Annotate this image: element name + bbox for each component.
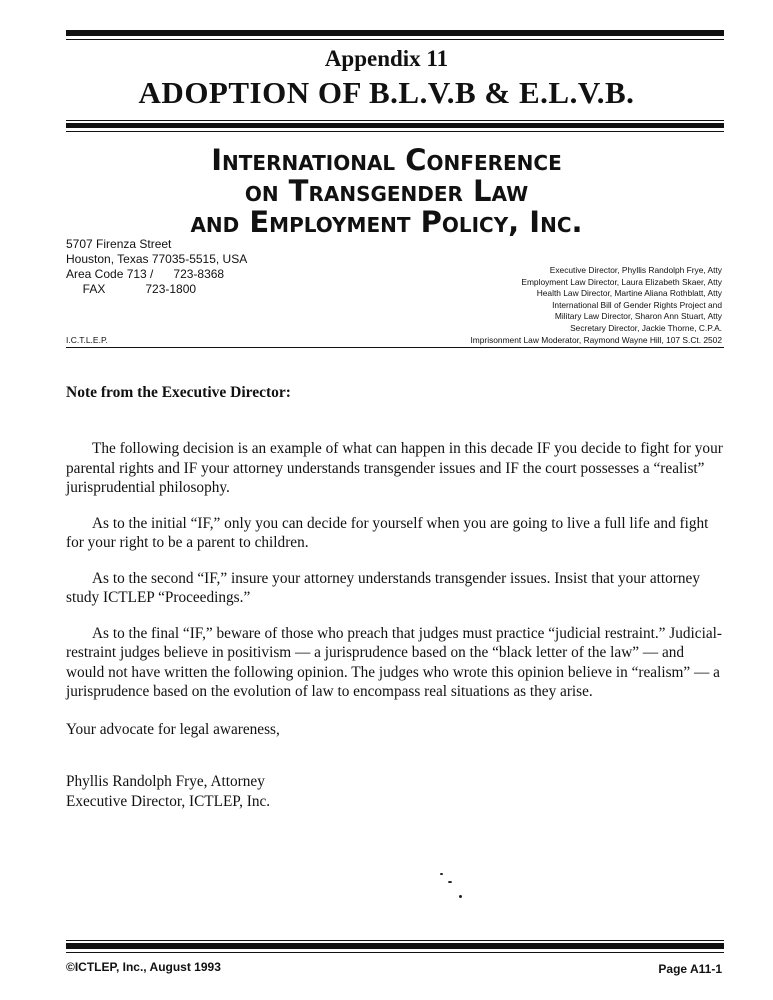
footer-copyright: ©ICTLEP, Inc., August 1993 bbox=[66, 960, 221, 974]
scan-speck bbox=[448, 881, 452, 883]
officer-line: Health Law Director, Martine Aliana Rothblatt, Atty bbox=[536, 288, 722, 299]
address-block bbox=[66, 237, 247, 297]
address-city: Houston, Texas 77035-5515, USA bbox=[66, 252, 248, 266]
address-street: 5707 Firenza Street bbox=[66, 237, 172, 251]
title-rule-thin-upper bbox=[66, 120, 724, 121]
org-name-line3: and Employment Policy, Inc. bbox=[190, 205, 583, 239]
page-number: Page A11-1 bbox=[658, 962, 722, 976]
signature-title: Executive Director, ICTLEP, Inc. bbox=[66, 792, 271, 810]
scan-speck bbox=[459, 895, 462, 898]
scan-speck bbox=[440, 873, 443, 875]
letterhead-rule bbox=[66, 347, 724, 348]
org-name-line2: on Transgender Law bbox=[244, 174, 529, 208]
org-abbreviation: I.C.T.L.E.P. bbox=[66, 335, 108, 345]
footer-rule-thin-lower bbox=[66, 952, 724, 953]
address-phone: Area Code 713 / 723-8368 bbox=[66, 267, 225, 281]
officer-line: Secretary Director, Jackie Thorne, C.P.A. bbox=[570, 322, 722, 333]
paragraph: As to the initial “IF,” only you can decide for yourself when you are going to live a full life and fight for your right to be a parent to children. bbox=[66, 514, 709, 551]
title-rule-thick bbox=[66, 123, 724, 128]
note-body bbox=[66, 439, 726, 718]
officer-line: International Bill of Gender Rights Project and bbox=[552, 299, 722, 310]
org-name-line1: International Conference bbox=[211, 143, 562, 177]
top-rule-thin bbox=[66, 39, 724, 40]
officer-line: Employment Law Director, Laura Elizabeth Skaer, Atty bbox=[521, 276, 722, 287]
title-rule-thin-lower bbox=[66, 131, 724, 132]
note-heading: Note from the Executive Director: bbox=[66, 384, 291, 401]
officer-line: Executive Director, Phyllis Randolph Frye, Atty bbox=[549, 265, 722, 275]
signature-block bbox=[66, 772, 270, 811]
page-title: ADOPTION OF B.L.V.B & E.L.V.B. bbox=[138, 75, 635, 110]
officer-line: Imprisonment Law Moderator, Raymond Wayne Hill, 107 S.Ct. 2502 bbox=[470, 334, 722, 345]
paragraph: The following decision is an example of what can happen in this decade IF you decide to fight for your parental rights and IF your attorney understands transgender issues and IF the court possesses a “realist” jurisprudential philosophy. bbox=[66, 440, 723, 496]
address-fax: FAX 723-1800 bbox=[66, 282, 197, 296]
appendix-label: Appendix 11 bbox=[324, 46, 449, 71]
footer-rule-thick bbox=[66, 943, 724, 949]
closing-line: Your advocate for legal awareness, bbox=[66, 721, 280, 738]
signature-name: Phyllis Randolph Frye, Attorney bbox=[66, 773, 265, 790]
paragraph: As to the final “IF,” beware of those who preach that judges must practice “judicial restraint.” Judicial-restraint judges believe in positivism — a jurisprudence based on the “black letter of the law” — and would not have written the following opinion. The judges who wrote this opinion believe in “realism” — a jurisprudence based on the evolution of law to encompass real situations as they arise. bbox=[66, 624, 722, 700]
top-rule-thick bbox=[66, 30, 724, 36]
paragraph: As to the second “IF,” insure your attorney understands transgender issues. Insist that your attorney study ICTLEP “Proceedings.” bbox=[66, 569, 700, 606]
footer-rule-thin-upper bbox=[66, 940, 724, 941]
officer-line: Military Law Director, Sharon Ann Stuart, Atty bbox=[554, 311, 722, 322]
officers-list bbox=[470, 265, 722, 346]
